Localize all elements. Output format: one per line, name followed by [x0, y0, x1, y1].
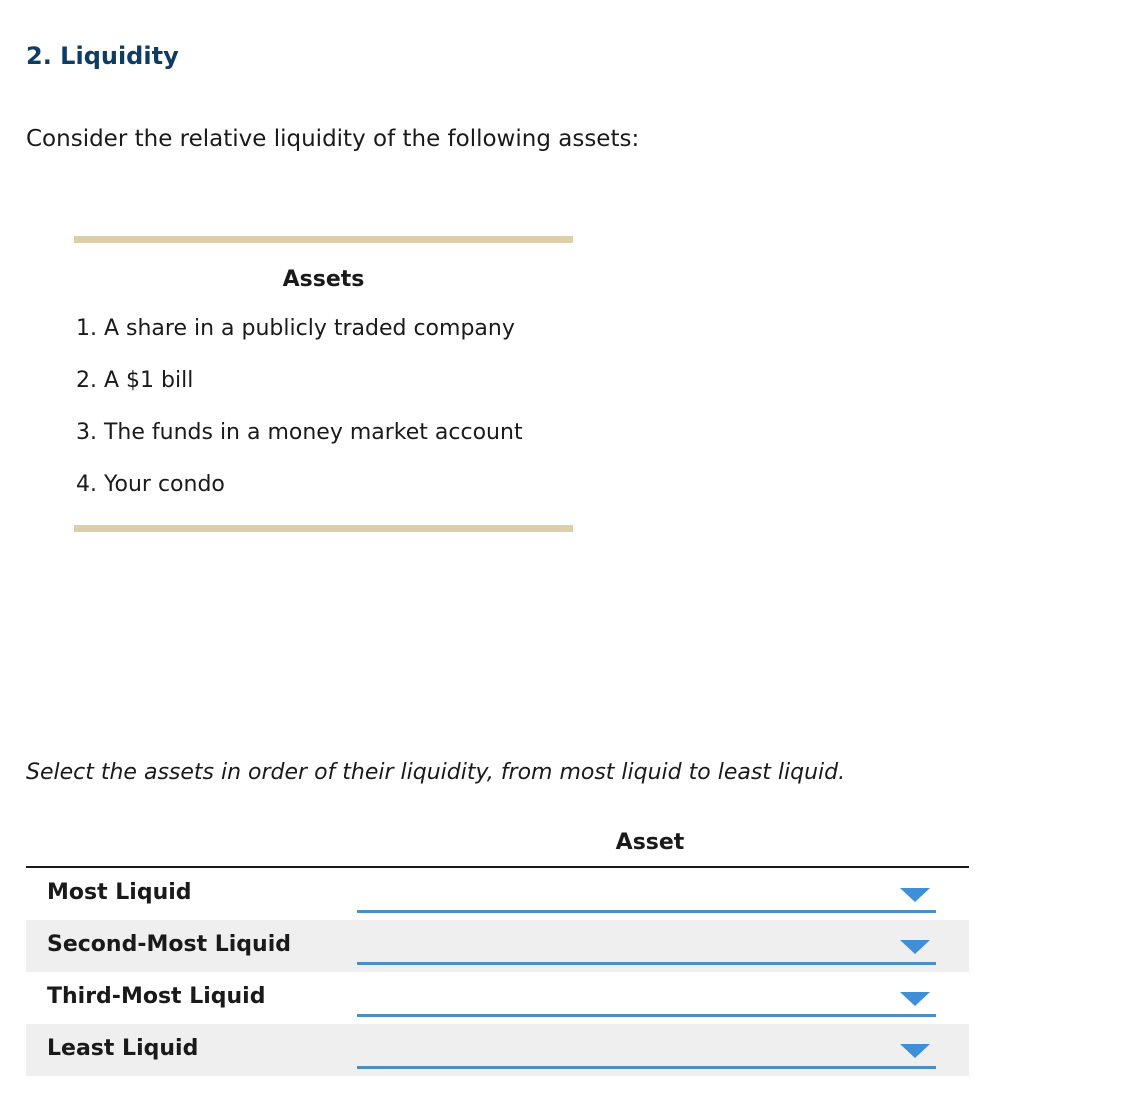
most-liquid-dropdown[interactable] — [357, 876, 936, 913]
assets-table-heading: Assets — [282, 267, 365, 292]
rank-label: Least Liquid — [47, 1036, 199, 1061]
asset-column-header: Asset — [615, 830, 685, 855]
chevron-down-icon[interactable] — [900, 1044, 930, 1058]
ranking-row-second-most-liquid — [26, 920, 969, 972]
chevron-down-icon[interactable] — [900, 888, 930, 902]
assets-table-top-rule — [74, 236, 573, 243]
asset-item: 4. Your condo — [76, 472, 225, 497]
asset-item: 1. A share in a publicly traded company — [76, 316, 515, 341]
third-most-liquid-dropdown[interactable] — [357, 980, 936, 1017]
rank-label: Second-Most Liquid — [47, 932, 291, 957]
chevron-down-icon[interactable] — [900, 992, 930, 1006]
question-intro: Consider the relative liquidity of the following assets: — [26, 126, 640, 152]
assets-table-bottom-rule — [74, 525, 573, 532]
asset-item: 2. A $1 bill — [76, 368, 194, 393]
rank-label: Third-Most Liquid — [47, 984, 266, 1009]
ranking-instruction: Select the assets in order of their liquidity, from most liquid to least liquid. — [26, 760, 846, 785]
asset-item: 3. The funds in a money market account — [76, 420, 523, 445]
ranking-row-third-most-liquid — [26, 972, 969, 1024]
ranking-row-most-liquid — [26, 868, 969, 920]
assets-table — [74, 236, 573, 532]
rank-label: Most Liquid — [47, 880, 192, 905]
ranking-row-least-liquid — [26, 1024, 969, 1076]
second-most-liquid-dropdown[interactable] — [357, 928, 936, 965]
least-liquid-dropdown[interactable] — [357, 1032, 936, 1069]
chevron-down-icon[interactable] — [900, 940, 930, 954]
question-title: 2. Liquidity — [26, 42, 179, 70]
